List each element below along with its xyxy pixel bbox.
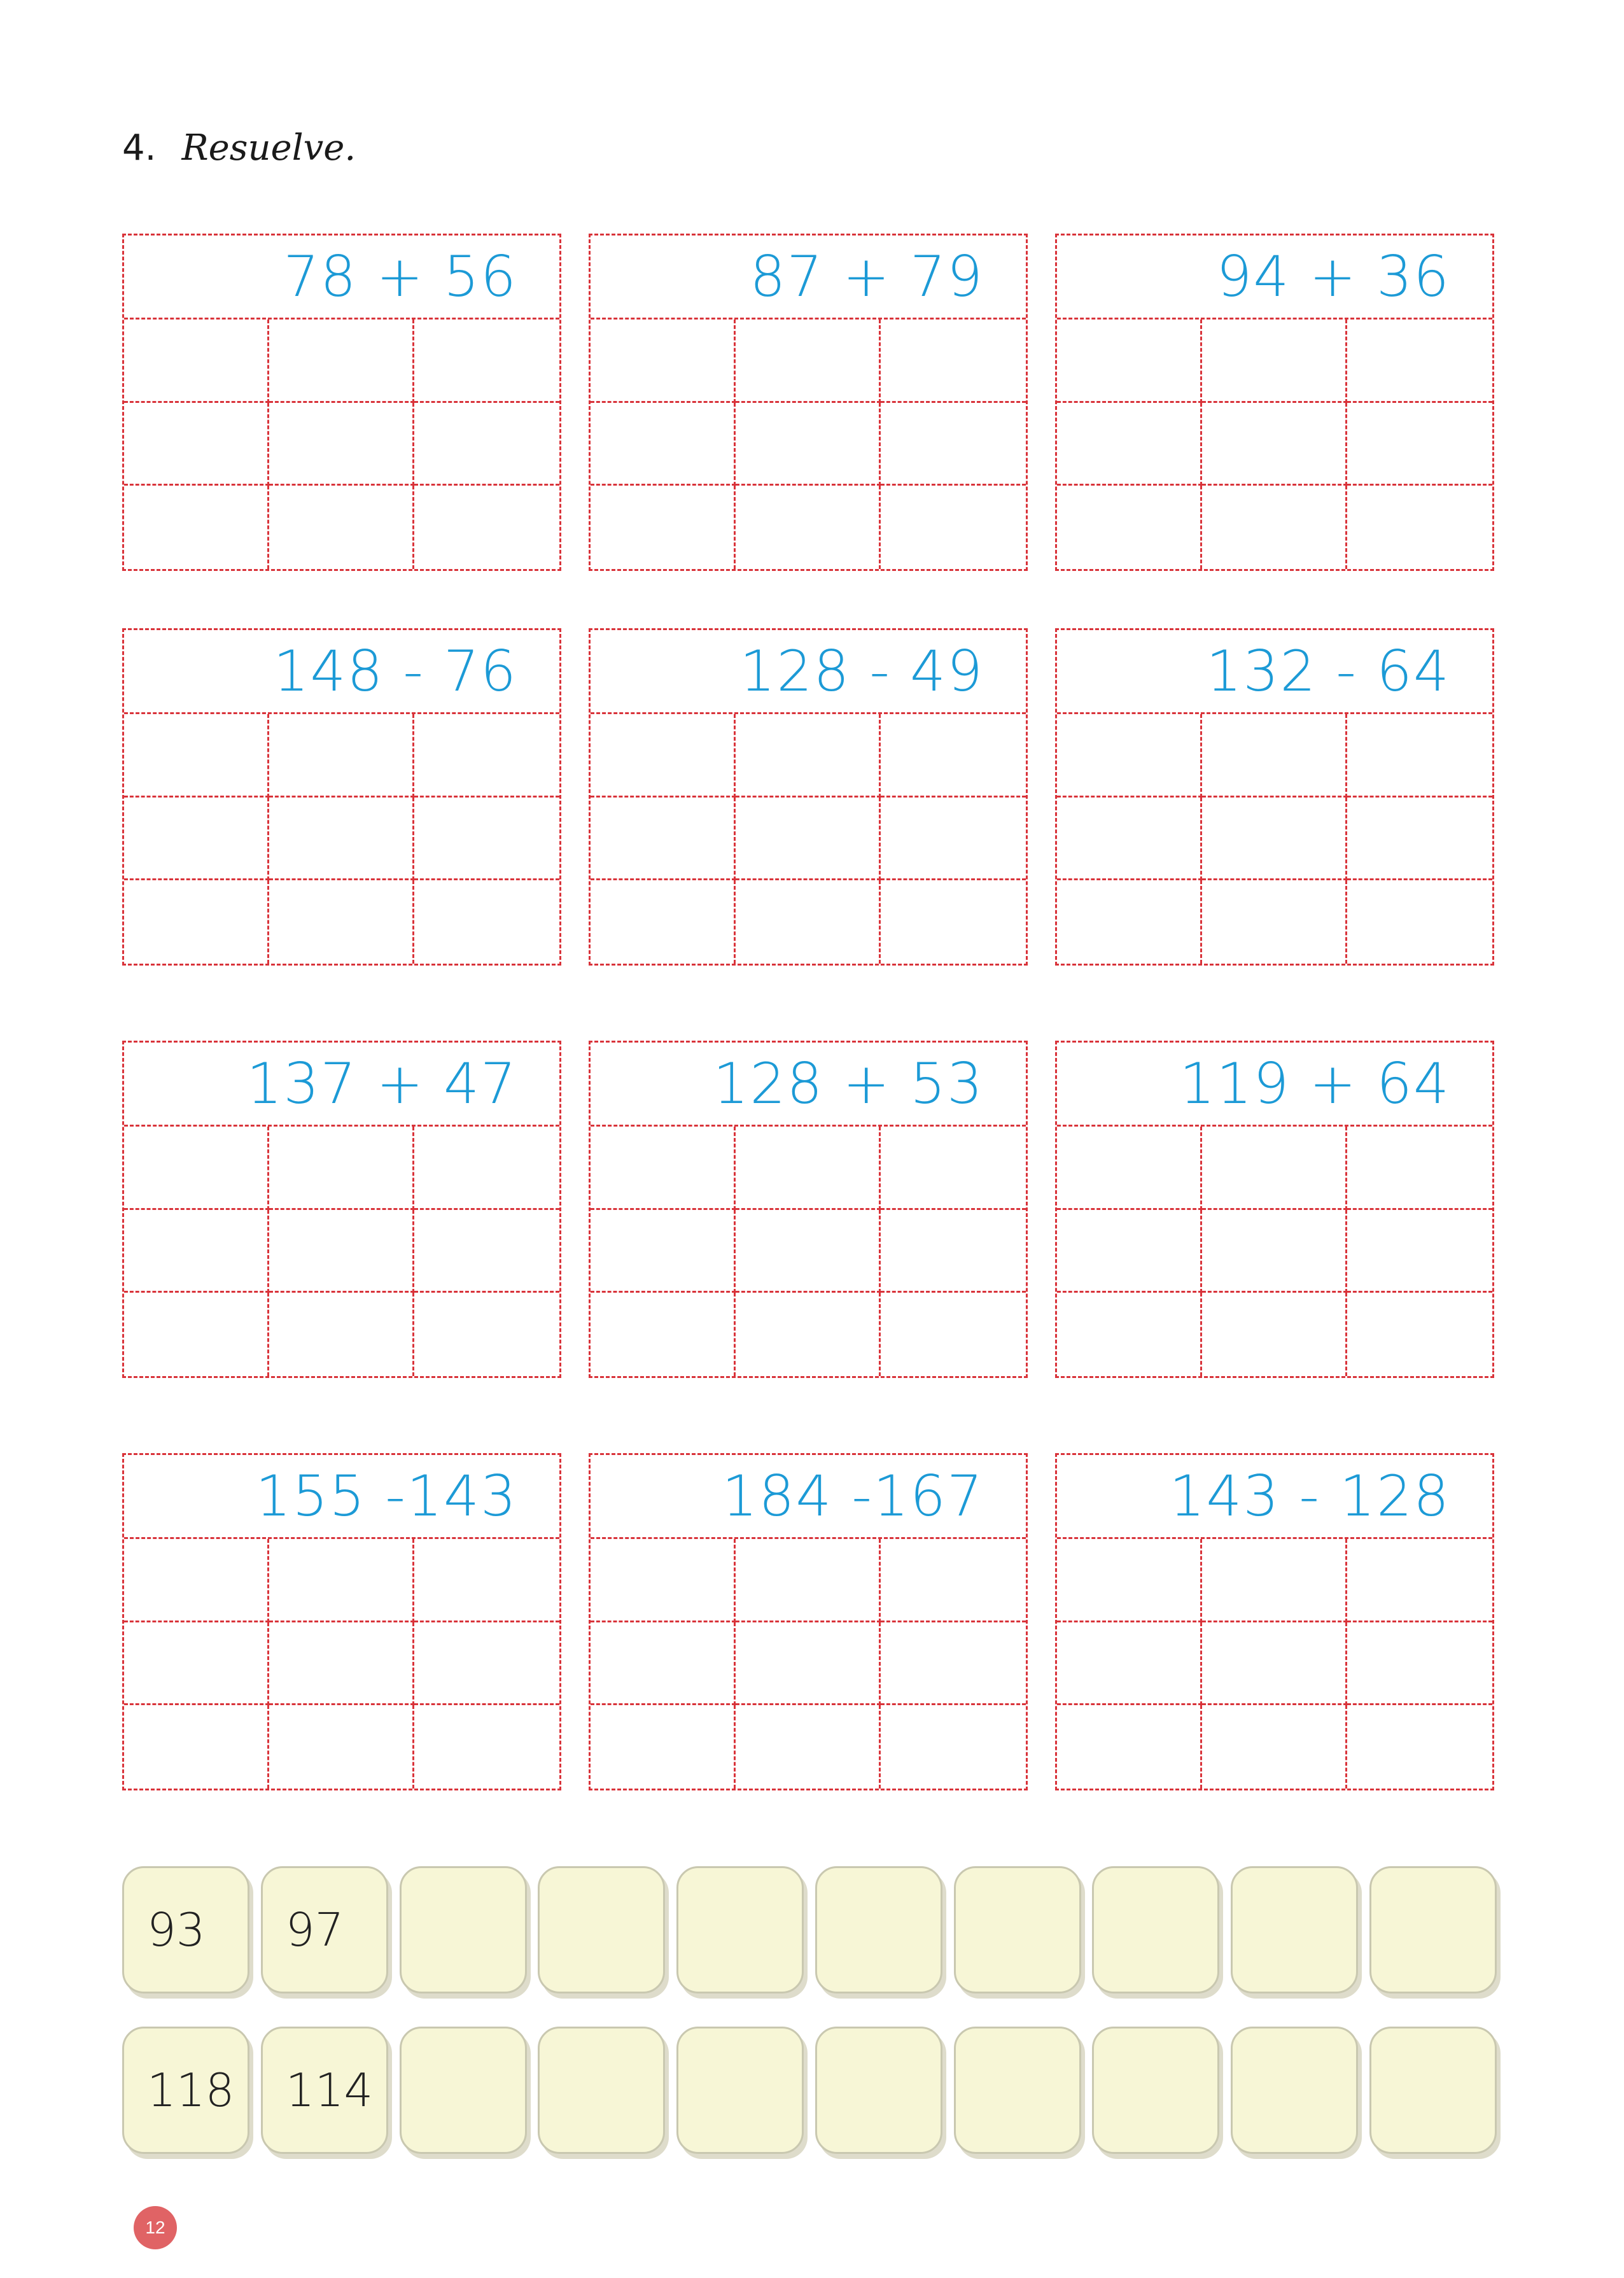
operation-box xyxy=(122,1453,561,1790)
operation-box xyxy=(122,628,561,966)
answer-cell[interactable] xyxy=(736,1127,881,1210)
answer-cell[interactable] xyxy=(591,1622,736,1706)
answer-cell[interactable] xyxy=(1202,1705,1347,1789)
operation-box xyxy=(122,234,561,571)
answer-cell[interactable] xyxy=(269,798,414,881)
answer-cell[interactable] xyxy=(1057,798,1202,881)
answer-cell[interactable] xyxy=(1202,403,1347,486)
operations-row-3 xyxy=(122,1041,1494,1378)
answer-cell[interactable] xyxy=(1202,1293,1347,1376)
operation-label: 78 + 56 xyxy=(124,236,559,320)
answer-cell[interactable] xyxy=(1057,714,1202,798)
answer-cell[interactable] xyxy=(1057,403,1202,486)
answer-tile[interactable] xyxy=(538,1866,665,1993)
answer-cell[interactable] xyxy=(1057,1539,1202,1622)
answer-cell[interactable] xyxy=(881,880,1026,964)
page-number-badge: 12 xyxy=(134,2206,177,2249)
answer-cell[interactable] xyxy=(269,320,414,403)
answer-cell[interactable] xyxy=(414,798,559,881)
operation-box xyxy=(589,234,1028,571)
answer-cells[interactable] xyxy=(591,1539,1026,1789)
operation-label: 137 + 47 xyxy=(124,1043,559,1127)
answer-cell[interactable] xyxy=(269,714,414,798)
answer-cell[interactable] xyxy=(591,1705,736,1789)
operation-box xyxy=(589,1041,1028,1378)
answer-cell[interactable] xyxy=(881,798,1026,881)
answer-tile[interactable] xyxy=(400,2027,527,2154)
answer-cell[interactable] xyxy=(269,1210,414,1293)
answer-cell[interactable] xyxy=(1057,1705,1202,1789)
answer-cell[interactable] xyxy=(1057,1127,1202,1210)
operation-box xyxy=(1055,1041,1494,1378)
answer-cell[interactable] xyxy=(414,1622,559,1706)
answer-cell[interactable] xyxy=(1057,880,1202,964)
answer-tile[interactable] xyxy=(954,1866,1081,1993)
operation-label: 94 + 36 xyxy=(1057,236,1492,320)
exercise-title: Resuelve. xyxy=(181,127,356,169)
answer-cells[interactable] xyxy=(591,1127,1026,1376)
answer-cell[interactable] xyxy=(736,798,881,881)
answer-tile[interactable] xyxy=(815,2027,942,2154)
answer-cells[interactable] xyxy=(1057,1539,1492,1789)
answer-cell[interactable] xyxy=(1057,1293,1202,1376)
answer-cell[interactable] xyxy=(1202,1622,1347,1706)
answer-cell[interactable] xyxy=(1057,1210,1202,1293)
answer-cell[interactable] xyxy=(1202,486,1347,569)
answer-cell[interactable] xyxy=(736,486,881,569)
answer-cells[interactable] xyxy=(124,1539,559,1789)
answer-cell[interactable] xyxy=(881,1539,1026,1622)
operations-row-2 xyxy=(122,628,1494,966)
answer-cell[interactable] xyxy=(1347,1293,1492,1376)
answer-tiles-row-1 xyxy=(122,1866,1497,1993)
answer-cell[interactable] xyxy=(124,1622,269,1706)
answer-tile[interactable] xyxy=(1092,1866,1219,1993)
operation-label: 184 -167 xyxy=(591,1455,1026,1539)
answer-cells[interactable] xyxy=(1057,1127,1492,1376)
answer-tile[interactable] xyxy=(1092,2027,1219,2154)
answer-cell[interactable] xyxy=(269,1622,414,1706)
answer-cell[interactable] xyxy=(414,1127,559,1210)
operation-label: 148 - 76 xyxy=(124,630,559,714)
operation-label: 128 - 49 xyxy=(591,630,1026,714)
answer-cell[interactable] xyxy=(269,1293,414,1376)
answer-cell[interactable] xyxy=(124,1127,269,1210)
answer-cell[interactable] xyxy=(414,1210,559,1293)
answer-cell[interactable] xyxy=(1347,714,1492,798)
answer-cell[interactable] xyxy=(1347,1127,1492,1210)
answer-cell[interactable] xyxy=(1202,880,1347,964)
answer-cells[interactable] xyxy=(124,1127,559,1376)
exercise-number: 4. xyxy=(122,127,157,169)
answer-cell[interactable] xyxy=(414,1293,559,1376)
answer-cell[interactable] xyxy=(736,403,881,486)
operation-box xyxy=(1055,1453,1494,1790)
answer-cell[interactable] xyxy=(591,798,736,881)
answer-cell[interactable] xyxy=(124,1539,269,1622)
answer-cell[interactable] xyxy=(269,1705,414,1789)
answer-cell[interactable] xyxy=(881,1705,1026,1789)
answer-cell[interactable] xyxy=(414,486,559,569)
answer-tile[interactable]: 93 xyxy=(122,1866,249,1993)
answer-tile[interactable]: 97 xyxy=(261,1866,388,1993)
answer-cell[interactable] xyxy=(736,320,881,403)
answer-cell[interactable] xyxy=(591,1293,736,1376)
answer-cell[interactable] xyxy=(269,1127,414,1210)
operations-row-4 xyxy=(122,1453,1494,1790)
answer-cell[interactable] xyxy=(736,1622,881,1706)
answer-cell[interactable] xyxy=(1347,320,1492,403)
answer-cell[interactable] xyxy=(1347,1210,1492,1293)
answer-cells[interactable] xyxy=(124,714,559,964)
answer-cell[interactable] xyxy=(1347,1705,1492,1789)
answer-cell[interactable] xyxy=(1202,1127,1347,1210)
operation-box xyxy=(589,1453,1028,1790)
answer-cell[interactable] xyxy=(124,1705,269,1789)
answer-cell[interactable] xyxy=(881,1293,1026,1376)
answer-cells[interactable] xyxy=(124,320,559,569)
answer-cell[interactable] xyxy=(1202,1539,1347,1622)
answer-cell[interactable] xyxy=(1057,1622,1202,1706)
answer-cell[interactable] xyxy=(124,320,269,403)
answer-tile[interactable] xyxy=(1231,2027,1358,2154)
answer-tile[interactable] xyxy=(1231,1866,1358,1993)
exercise-heading xyxy=(122,127,356,169)
answer-tiles-row-2 xyxy=(122,2027,1497,2154)
operation-label: 132 - 64 xyxy=(1057,630,1492,714)
answer-cell[interactable] xyxy=(881,1127,1026,1210)
answer-cell[interactable] xyxy=(269,1539,414,1622)
answer-cell[interactable] xyxy=(414,1705,559,1789)
answer-cell[interactable] xyxy=(269,880,414,964)
answer-tile[interactable] xyxy=(815,1866,942,1993)
answer-cell[interactable] xyxy=(1202,798,1347,881)
answer-cell[interactable] xyxy=(414,1539,559,1622)
answer-cell[interactable] xyxy=(881,1622,1026,1706)
answer-cell[interactable] xyxy=(414,714,559,798)
answer-cells[interactable] xyxy=(1057,320,1492,569)
answer-cells[interactable] xyxy=(591,714,1026,964)
answer-cell[interactable] xyxy=(269,486,414,569)
answer-cell[interactable] xyxy=(1347,486,1492,569)
answer-cell[interactable] xyxy=(1347,1539,1492,1622)
answer-tile[interactable] xyxy=(538,2027,665,2154)
answer-cell[interactable] xyxy=(736,714,881,798)
answer-tile[interactable]: 114 xyxy=(261,2027,388,2154)
answer-cell[interactable] xyxy=(736,880,881,964)
answer-cell[interactable] xyxy=(591,1539,736,1622)
operation-label: 128 + 53 xyxy=(591,1043,1026,1127)
answer-cell[interactable] xyxy=(591,403,736,486)
answer-cell[interactable] xyxy=(1202,320,1347,403)
answer-cell[interactable] xyxy=(1347,403,1492,486)
answer-cell[interactable] xyxy=(881,320,1026,403)
answer-cell[interactable] xyxy=(591,320,736,403)
answer-cell[interactable] xyxy=(881,486,1026,569)
answer-cell[interactable] xyxy=(269,403,414,486)
answer-cell[interactable] xyxy=(881,403,1026,486)
answer-cell[interactable] xyxy=(591,1210,736,1293)
answer-cell[interactable] xyxy=(1202,714,1347,798)
answer-cell[interactable] xyxy=(124,486,269,569)
operation-label: 143 - 128 xyxy=(1057,1455,1492,1539)
answer-cell[interactable] xyxy=(1347,1622,1492,1706)
answer-tile[interactable]: 118 xyxy=(122,2027,249,2154)
answer-cell[interactable] xyxy=(881,714,1026,798)
answer-cell[interactable] xyxy=(414,403,559,486)
answer-cell[interactable] xyxy=(591,486,736,569)
operations-row-1 xyxy=(122,234,1494,571)
answer-cell[interactable] xyxy=(124,880,269,964)
answer-cell[interactable] xyxy=(124,798,269,881)
answer-cell[interactable] xyxy=(124,403,269,486)
answer-tile[interactable] xyxy=(954,2027,1081,2154)
answer-cell[interactable] xyxy=(1202,1210,1347,1293)
answer-cell[interactable] xyxy=(414,320,559,403)
operation-box xyxy=(122,1041,561,1378)
answer-cell[interactable] xyxy=(1347,798,1492,881)
answer-cell[interactable] xyxy=(591,714,736,798)
operation-label: 87 + 79 xyxy=(591,236,1026,320)
answer-tile[interactable] xyxy=(1369,1866,1497,1993)
answer-tile[interactable] xyxy=(1369,2027,1497,2154)
answer-cells[interactable] xyxy=(1057,714,1492,964)
answer-cell[interactable] xyxy=(736,1293,881,1376)
answer-cell[interactable] xyxy=(124,1210,269,1293)
answer-cell[interactable] xyxy=(881,1210,1026,1293)
answer-tile[interactable] xyxy=(676,2027,804,2154)
operation-box xyxy=(1055,234,1494,571)
answer-tile[interactable] xyxy=(676,1866,804,1993)
operation-label: 119 + 64 xyxy=(1057,1043,1492,1127)
operations-grid xyxy=(122,234,1494,1790)
answer-cell[interactable] xyxy=(124,714,269,798)
answer-cell[interactable] xyxy=(1057,320,1202,403)
answer-cell[interactable] xyxy=(124,1293,269,1376)
answer-cell[interactable] xyxy=(591,1127,736,1210)
answer-tile[interactable] xyxy=(400,1866,527,1993)
answer-cells[interactable] xyxy=(591,320,1026,569)
operation-box xyxy=(1055,628,1494,966)
answer-cell[interactable] xyxy=(736,1539,881,1622)
answer-cell[interactable] xyxy=(736,1705,881,1789)
answer-cell[interactable] xyxy=(1057,486,1202,569)
answer-cell[interactable] xyxy=(1347,880,1492,964)
answer-cell[interactable] xyxy=(414,880,559,964)
operation-box xyxy=(589,628,1028,966)
operation-label: 155 -143 xyxy=(124,1455,559,1539)
answer-cell[interactable] xyxy=(591,880,736,964)
answer-cell[interactable] xyxy=(736,1210,881,1293)
